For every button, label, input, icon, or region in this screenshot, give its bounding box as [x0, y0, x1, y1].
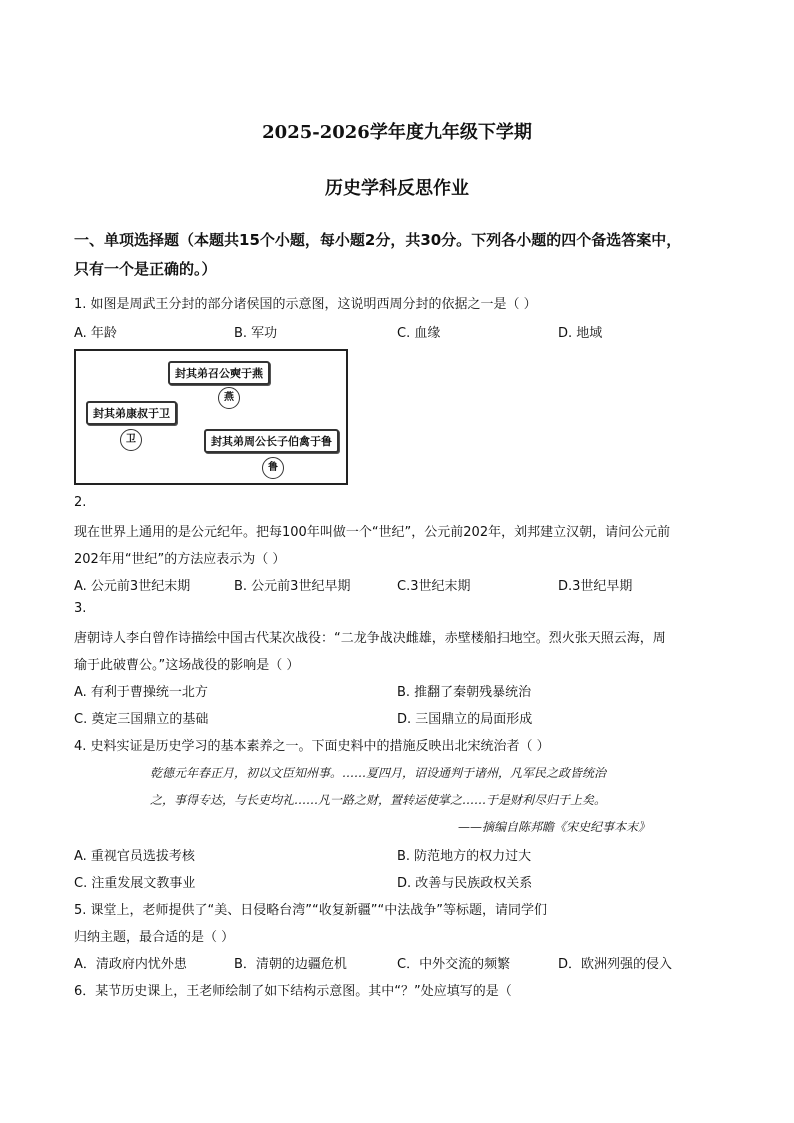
question-4-option-a: A. 重视官员选拔考核 [74, 849, 195, 864]
question-2-option-b: B. 公元前3世纪早期 [234, 579, 351, 594]
box-yan: 封其弟召公奭于燕 [168, 361, 270, 385]
box-wei: 封其弟康叔于卫 [86, 401, 177, 425]
question-2-number: 2. [74, 495, 87, 510]
question-1-option-b: B. 军功 [234, 326, 278, 341]
question-4-option-b: B. 防范地方的权力过大 [397, 849, 532, 864]
circle-wei: 卫 [120, 429, 142, 451]
section-heading-line1: 一、单项选择题（本题共15个小题，每小题2分，共30分。下列各小题的四个备选答案中， [74, 231, 682, 249]
question-4-source: ——摘编自陈邦瞻《宋史纪事本末》 [458, 820, 651, 834]
question-5-line2: 归纳主题，最合适的是（ ） [74, 930, 235, 945]
question-3-line1: 唐朝诗人李白曾作诗描绘中国古代某次战役：“二龙争战决雌雄，赤壁楼船扫地空。烈火张天照云海，周 [74, 631, 666, 646]
box-lu: 封其弟周公长子伯禽于鲁 [204, 429, 339, 453]
question-3-option-c: C. 奠定三国鼎立的基础 [74, 712, 209, 727]
question-3-line2: 瑜于此破曹公。”这场战役的影响是（ ） [74, 658, 300, 673]
question-5-option-c: C．中外交流的频繁 [397, 957, 511, 972]
page-subtitle: 历史学科反思作业 [325, 178, 469, 199]
question-6-stem: 6．某节历史课上，王老师绘制了如下结构示意图。其中“？”处应填写的是（ [74, 984, 512, 999]
question-4-stem: 4. 史料实证是历史学习的基本素养之一。下面史料中的措施反映出北宋统治者（ ） [74, 739, 550, 754]
question-3-option-a: A. 有利于曹操统一北方 [74, 685, 208, 700]
question-2-line1: 现在世界上通用的是公元纪年。把每100年叫做一个“世纪”，公元前202年，刘邦建立汉朝，请问公元前 [74, 525, 671, 540]
question-3-number: 3. [74, 601, 87, 616]
question-3-option-b: B. 推翻了秦朝残暴统治 [397, 685, 532, 700]
question-5-option-d: D．欧洲列强的侵入 [558, 957, 673, 972]
question-5-line1: 5. 课堂上，老师提供了“美、日侵略台湾”“收复新疆”“中法战争”等标题，请同学们 [74, 903, 547, 918]
question-1-option-d: D. 地域 [558, 326, 603, 341]
question-1-stem: 1. 如图是周武王分封的部分诸侯国的示意图，这说明西周分封的依据之一是（ ） [74, 297, 537, 312]
question-4-option-d: D. 改善与民族政权关系 [397, 876, 533, 891]
circle-yan: 燕 [218, 387, 240, 409]
question-2-option-d: D.3世纪早期 [558, 579, 633, 594]
question-1-option-a: A. 年龄 [74, 326, 117, 341]
question-2-option-a: A. 公元前3世纪末期 [74, 579, 191, 594]
question-5-option-a: A．清政府内忧外患 [74, 957, 187, 972]
circle-lu: 鲁 [262, 457, 284, 479]
question-1-option-c: C. 血缘 [397, 326, 441, 341]
question-4-option-c: C. 注重发展文教事业 [74, 876, 196, 891]
section-heading-line2: 只有一个是正确的。） [74, 260, 217, 278]
enfeoffment-diagram [74, 349, 348, 485]
page-title: 2025-2026学年度九年级下学期 [262, 122, 532, 143]
question-2-line2: 202年用“世纪”的方法应表示为（ ） [74, 552, 286, 567]
question-4-quote-line2: 之，事得专达，与长吏均礼……凡一路之财，置转运使掌之……于是财利尽归于上矣。 [150, 793, 607, 807]
question-4-quote-line1: 乾德元年春正月，初以文臣知州事。……夏四月，诏设通判于诸州，凡军民之政皆统治 [150, 766, 607, 780]
question-2-option-c: C.3世纪末期 [397, 579, 471, 594]
question-3-option-d: D. 三国鼎立的局面形成 [397, 712, 533, 727]
question-5-option-b: B．清朝的边疆危机 [234, 957, 347, 972]
